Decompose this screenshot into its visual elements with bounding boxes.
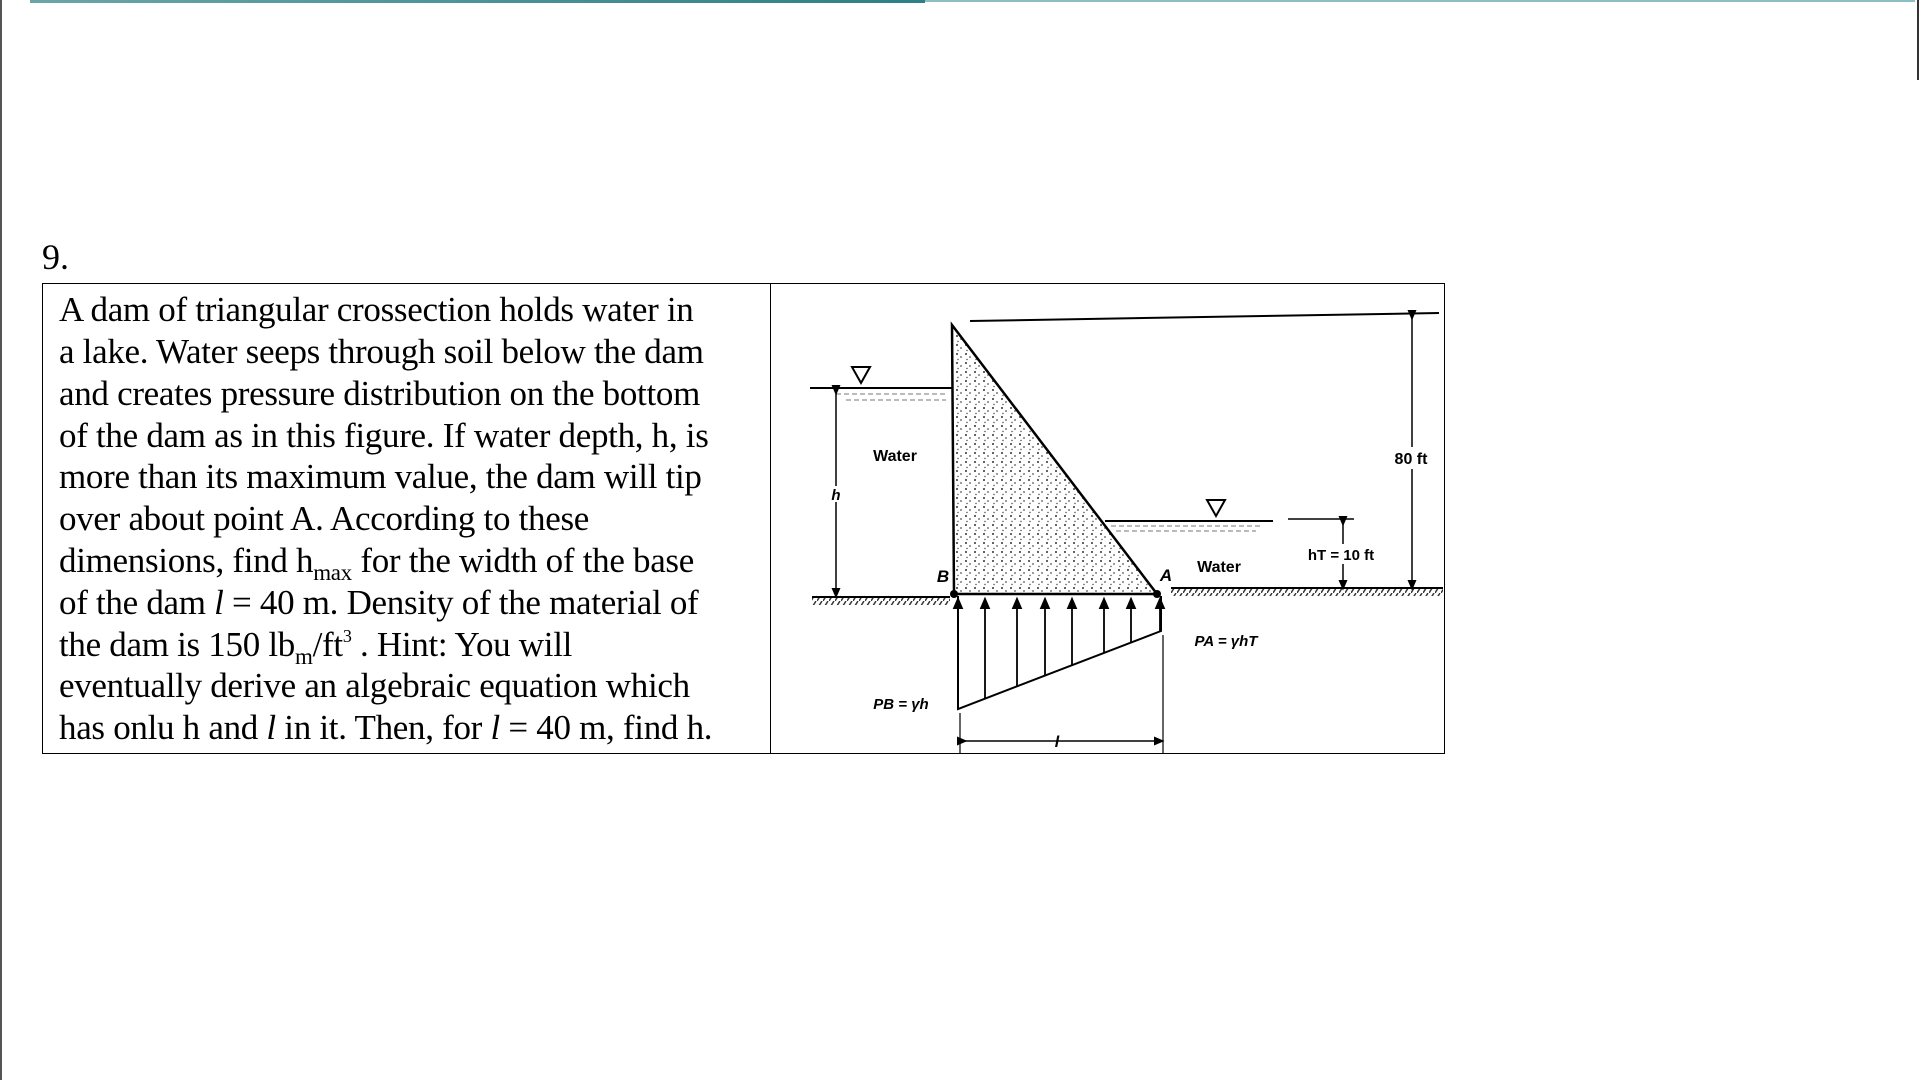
subscript: m: [295, 644, 313, 669]
text: dimensions, find h: [59, 541, 314, 580]
dam-figure: [771, 284, 1444, 753]
text: for the width of the base: [351, 541, 694, 580]
superscript: 3: [342, 626, 352, 646]
text: = 40 m, find h.: [499, 708, 713, 747]
problem-line: [59, 585, 698, 620]
variable-l: l: [214, 583, 224, 622]
water-left-label: Water: [873, 448, 917, 465]
question-number: 9.: [42, 237, 69, 277]
l-label: l: [1054, 734, 1060, 751]
dam-body: [952, 325, 1157, 594]
text: . Hint: You will: [351, 625, 573, 664]
problem-line: [59, 543, 694, 584]
h-label: h: [831, 487, 841, 504]
problem-line: and creates pressure distribution on the bottom: [59, 374, 701, 413]
ht-label: hT = 10 ft: [1307, 547, 1375, 564]
problem-line: more than its maximum value, the dam will tip: [59, 457, 702, 496]
problem-line: eventually derive an algebraic equation which: [59, 666, 690, 705]
left-window-edge: [0, 0, 2, 1080]
point-a-label: A: [1159, 566, 1173, 585]
dam-diagram: [771, 284, 1444, 753]
problem-line: of the dam as in this figure. If water depth, h, is: [59, 416, 709, 455]
problem-line: over about point A. According to these: [59, 499, 590, 538]
pa-label: PA = γhT: [1194, 633, 1258, 650]
water-level-icon: [1207, 500, 1225, 516]
problem-line: [59, 627, 572, 668]
dam-top-line: [970, 313, 1439, 321]
water-right-label: Water: [1197, 559, 1241, 576]
window-top-accent: [30, 0, 925, 3]
problem-text-cell: [43, 284, 771, 753]
problem-line: [59, 710, 712, 745]
text: of the dam: [59, 583, 215, 622]
variable-l: l: [490, 708, 500, 747]
text: in it. Then, for: [275, 708, 491, 747]
text: the dam is 150 lb: [59, 625, 295, 664]
problem-line: A dam of triangular crossection holds water in: [59, 290, 694, 329]
problem-line: a lake. Water seeps through soil below the dam: [59, 332, 704, 371]
pb-label: PB = γh: [873, 696, 929, 713]
text: /ft: [312, 625, 343, 664]
point-b-label: B: [936, 567, 950, 586]
pressure-arrows: [958, 602, 1160, 709]
subscript: max: [313, 560, 352, 585]
window-top-accent-light: [925, 0, 1915, 2]
water-level-icon: [852, 367, 870, 383]
scrollbar[interactable]: [1917, 0, 1919, 80]
problem-table: [42, 283, 1445, 754]
variable-l: l: [266, 708, 276, 747]
text: has onlu h and: [59, 708, 267, 747]
height-label: 80 ft: [1394, 451, 1428, 468]
text: = 40 m. Density of the material of: [223, 583, 699, 622]
